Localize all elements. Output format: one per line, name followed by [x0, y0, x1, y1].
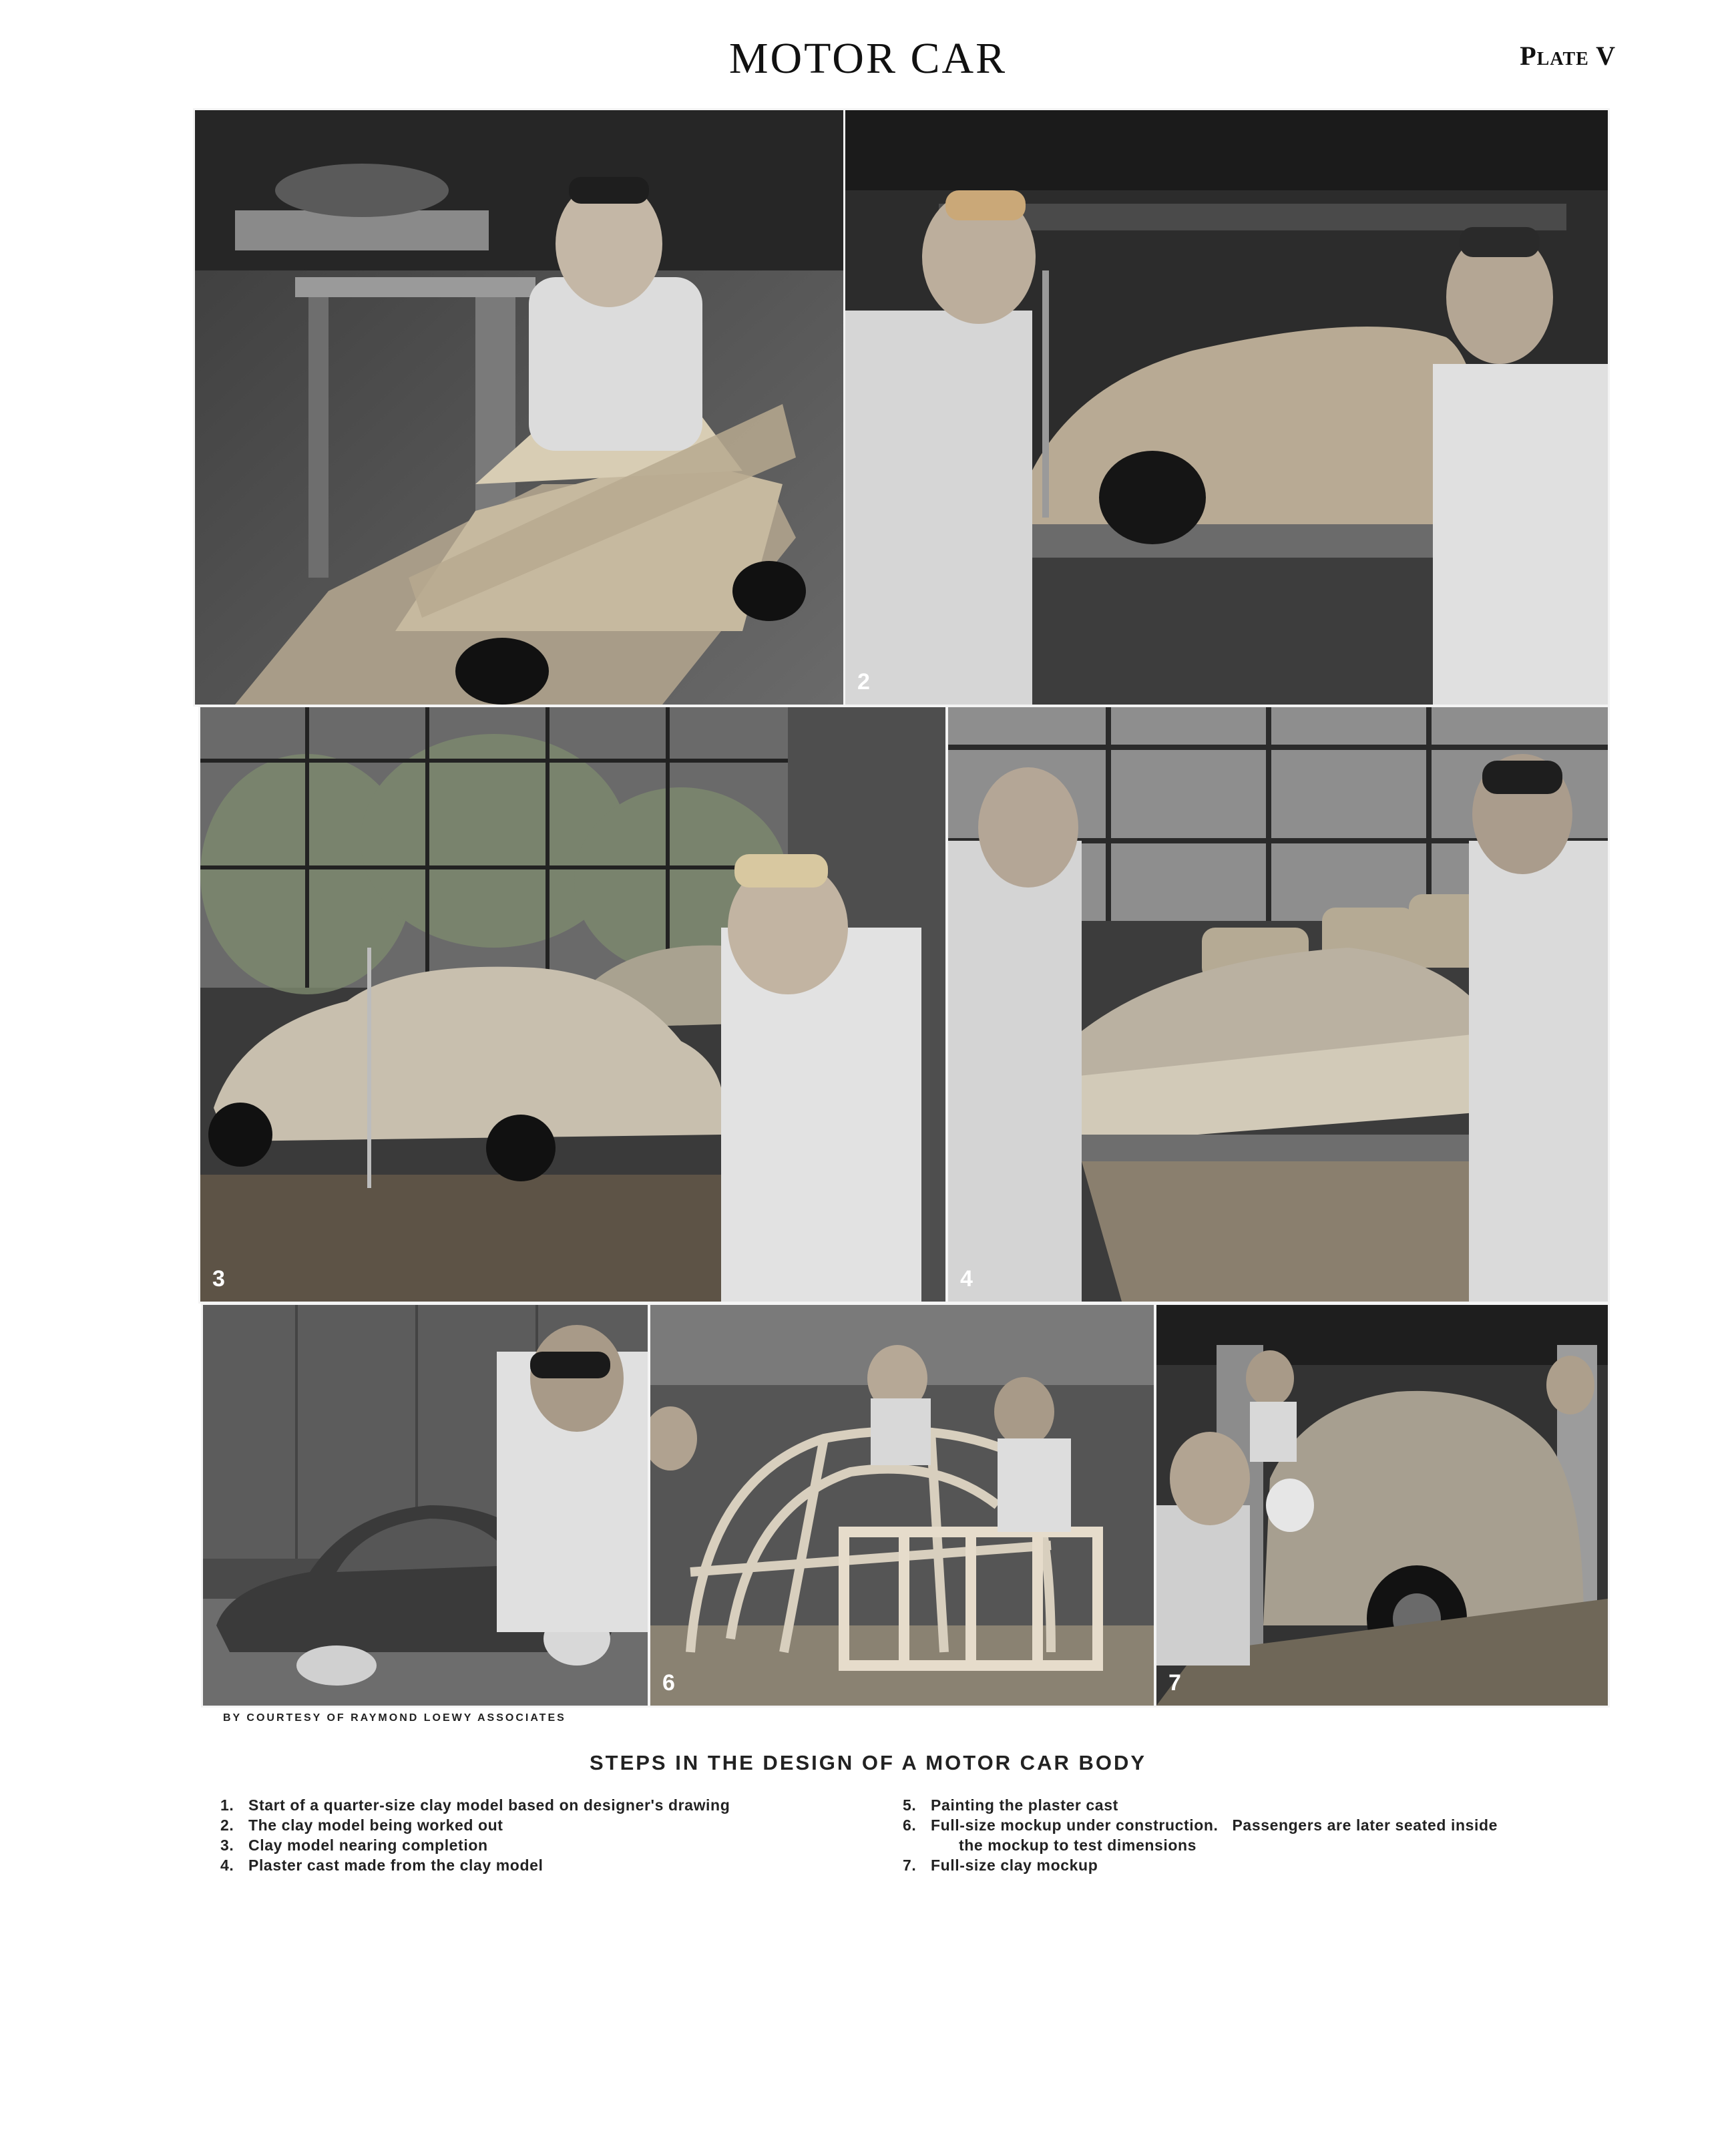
- caption-item: 1. Start of a quarter-size clay model based on designer's drawing: [220, 1796, 730, 1814]
- caption-title: STEPS IN THE DESIGN OF A MOTOR CAR BODY: [589, 1751, 1147, 1774]
- caption-item: 7. Full-size clay mockup: [903, 1857, 1098, 1874]
- photo-7: [1156, 1305, 1608, 1706]
- photo-7-number: 7: [1168, 1670, 1181, 1696]
- photo-4-image: [948, 707, 1608, 1302]
- photo-credit: BY COURTESY OF RAYMOND LOEWY ASSOCIATES: [223, 1712, 566, 1724]
- photo-1-image: [195, 110, 844, 705]
- photo-6: [650, 1305, 1154, 1706]
- photo-2: [845, 110, 1608, 705]
- photo-6-number: 6: [662, 1670, 675, 1696]
- photo-1: [195, 110, 844, 705]
- caption-item: 2. The clay model being worked out: [220, 1816, 503, 1834]
- photo-4-number: 4: [960, 1266, 973, 1292]
- photo-6-image: [650, 1305, 1154, 1706]
- caption-item: 6. Full-size mockup under construction. Passengers are later seated inside: [903, 1816, 1498, 1834]
- photo-5-image: [203, 1305, 648, 1706]
- page-title: MOTOR CAR: [728, 34, 1008, 83]
- caption-item: 5. Painting the plaster cast: [903, 1796, 1118, 1814]
- caption-list-right: [903, 1795, 1498, 1875]
- photo-7-image: [1156, 1305, 1608, 1706]
- photo-2-number: 2: [857, 669, 870, 695]
- photo-3-image: [200, 707, 945, 1302]
- caption-item-continuation: the mockup to test dimensions: [959, 1836, 1197, 1854]
- photo-3-number: 3: [212, 1266, 225, 1292]
- caption-item: 3. Clay model nearing completion: [220, 1836, 488, 1854]
- caption-list-left: [220, 1795, 730, 1875]
- photo-3: [200, 707, 945, 1302]
- photo-2-image: [845, 110, 1608, 705]
- plate-label: Plate V: [1520, 41, 1616, 71]
- photo-5: [203, 1305, 648, 1706]
- caption-item: 4. Plaster cast made from the clay model: [220, 1857, 544, 1874]
- photo-4: [948, 707, 1608, 1302]
